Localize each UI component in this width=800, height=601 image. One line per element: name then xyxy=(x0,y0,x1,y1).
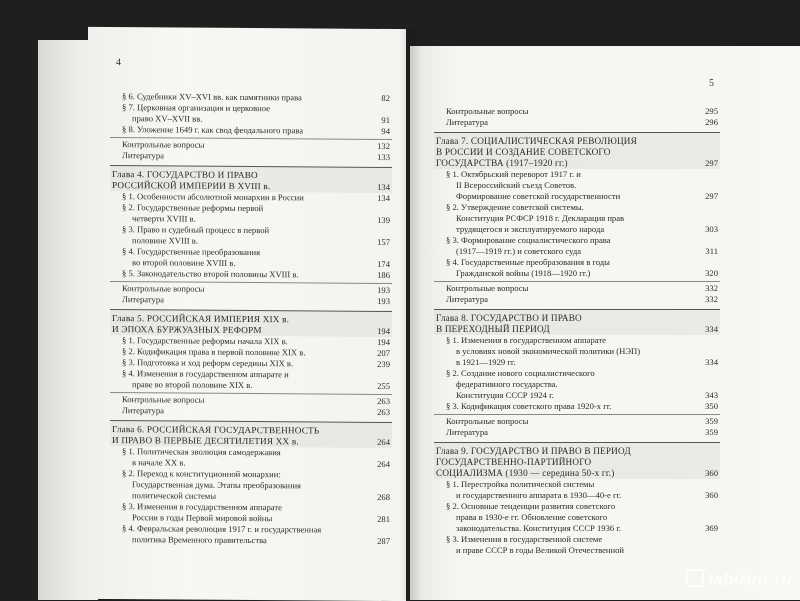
chapter-page-number: 134 xyxy=(364,182,390,193)
toc-item-title: § 6. Судебники XV–XVI вв. как памятники права xyxy=(112,91,364,104)
section-divider xyxy=(434,414,720,415)
toc-item-title: § 2. Утверждение советской системы. xyxy=(436,202,692,213)
chapter-page-number: 264 xyxy=(364,437,390,448)
toc-item xyxy=(434,427,720,438)
toc-item-page: 303 xyxy=(692,224,718,235)
watermark xyxy=(686,569,792,590)
toc-section xyxy=(434,246,720,257)
toc-item-title: Государственная дума. Этапы преобразования xyxy=(112,479,364,492)
toc-item-title: Литература xyxy=(112,405,364,418)
chapter-heading xyxy=(434,309,720,335)
toc-section xyxy=(434,357,720,368)
chapter-page-number: 194 xyxy=(364,326,390,337)
chapter-title-line: Глава 6. РОССИЙСКАЯ ГОСУДАРСТВЕННОСТЬ xyxy=(112,424,364,437)
chapter-page-number: 360 xyxy=(692,468,718,479)
toc-item-page: 174 xyxy=(364,259,390,270)
right-page-number: 5 xyxy=(709,78,714,89)
toc-item-title: § 2. Создание нового социалистического xyxy=(436,368,692,379)
toc-item-page: 263 xyxy=(364,407,390,418)
chapter-title-line: Глава 8. ГОСУДАРСТВО И ПРАВО xyxy=(436,313,692,324)
chapter-page-number: 297 xyxy=(692,158,718,169)
toc-item-page: 193 xyxy=(364,296,390,307)
toc-item xyxy=(434,294,720,305)
toc-item-title: § 2. Переход к конституционной монархии: xyxy=(112,468,364,481)
toc-item-title: § 3. Право и судебный процесс в первой xyxy=(112,224,364,237)
toc-item-page: 359 xyxy=(692,427,718,438)
chapter-title-line: Глава 7. СОЦИАЛИСТИЧЕСКАЯ РЕВОЛЮЦИЯ xyxy=(436,136,692,147)
toc-section xyxy=(434,523,720,534)
toc-section xyxy=(434,534,720,545)
toc-section xyxy=(434,390,720,401)
toc-item-title: Конституция РСФСР 1918 г. Декларация прав xyxy=(436,213,692,224)
toc-item-page: 91 xyxy=(364,115,390,126)
chapter-title-line: СОЦИАЛИЗМА (1930 — середина 50-х гг.) xyxy=(436,468,692,479)
chapter-title-line: ГОСУДАРСТВЕННО-ПАРТИЙНОГО xyxy=(436,457,692,468)
toc-item-title: § 4. Государственные преобразования в годы xyxy=(436,257,692,268)
toc-item-title: половине XVIII в. xyxy=(112,235,364,248)
toc-item-title: Контрольные вопросы xyxy=(112,283,364,296)
chapter-page-number: 334 xyxy=(692,324,718,335)
toc-item-title: Литература xyxy=(112,150,364,163)
chapter-title-line: ГОСУДАРСТВА (1917–1920 гг.) xyxy=(436,158,692,169)
toc-item-title: в условиях новой экономической политики (НЭП) xyxy=(436,346,692,357)
toc-item-page: 332 xyxy=(692,283,718,294)
chapter-heading xyxy=(110,309,392,337)
toc-item-title: и государственного аппарата в 1930—40-е гг. xyxy=(436,490,692,501)
toc-section xyxy=(434,169,720,180)
toc-section xyxy=(434,191,720,202)
toc-item-title: § 1. Особенности абсолютной монархии в России xyxy=(112,191,364,204)
toc-item-page: 343 xyxy=(692,390,718,401)
toc-item-title: России в годы Первой мировой войны xyxy=(112,512,364,525)
toc-item-page: 320 xyxy=(692,268,718,279)
toc-item-title: § 4. Изменения в государственном аппарате и xyxy=(112,368,364,381)
toc-item-title: Конституция СССР 1924 г. xyxy=(436,390,692,401)
left-page xyxy=(88,27,406,601)
toc-item-page: 360 xyxy=(692,490,718,501)
toc-section xyxy=(434,346,720,357)
toc-item-title: Литература xyxy=(436,427,692,438)
toc-section xyxy=(434,490,720,501)
toc-item-title: Литература xyxy=(112,294,364,307)
toc-item-title: политической системы xyxy=(112,490,364,503)
toc-item-title: Формирование советской государственности xyxy=(436,191,692,202)
toc-item-title: II Всероссийский съезд Советов. xyxy=(436,180,692,191)
toc-item-page: 186 xyxy=(364,270,390,281)
toc-item-page: 193 xyxy=(364,285,390,296)
toc-section xyxy=(434,180,720,191)
toc-item-page: 263 xyxy=(364,396,390,407)
toc-section xyxy=(434,501,720,512)
toc-section xyxy=(434,401,720,412)
chapter-title-line: Глава 5. РОССИЙСКАЯ ИМПЕРИЯ XIX в. xyxy=(112,313,364,326)
toc-section xyxy=(434,224,720,235)
toc-item-page: 132 xyxy=(364,141,390,152)
toc-item-title: § 1. Государственные реформы начала XIX в. xyxy=(112,335,364,348)
toc-item-page: 295 xyxy=(692,106,718,117)
toc-item-title: § 3. Подготовка и ход реформ середины XIX в. xyxy=(112,357,364,370)
toc-item-page: 207 xyxy=(364,348,390,359)
chapter-title-line: Глава 4. ГОСУДАРСТВО И ПРАВО xyxy=(112,169,364,182)
toc-item-page: 94 xyxy=(364,126,390,137)
book-gutter xyxy=(400,30,422,600)
toc-item-title: политика Временного правительства xyxy=(112,534,364,547)
toc-item-title: права в 1930-е гг. Обновление советского xyxy=(436,512,692,523)
toc-item-title: трудящегося и эксплуатируемого народа xyxy=(436,224,692,235)
chapter-title-line: Глава 9. ГОСУДАРСТВО И ПРАВО В ПЕРИОД xyxy=(436,446,692,457)
toc-item-title: § 3. Изменения в государственном аппарате xyxy=(112,501,364,514)
toc-section xyxy=(110,379,392,392)
watermark-text: labirint.ru xyxy=(708,570,792,589)
toc-item-page: 296 xyxy=(692,117,718,128)
toc-item-title: § 3. Кодификация советского права 1920-х гг. xyxy=(436,401,692,412)
toc-item-title: федеративного государства. xyxy=(436,379,692,390)
toc-item-title: праве во второй половине XIX в. xyxy=(112,379,364,392)
toc-item xyxy=(434,416,720,427)
right-page xyxy=(410,46,800,600)
section-divider xyxy=(434,281,720,282)
chapter-title-line: В РОССИИ И СОЗДАНИЕ СОВЕТСКОГО xyxy=(436,147,692,158)
toc-section xyxy=(110,124,392,137)
toc-item-title: (1917—1919 гг.) и советского суда xyxy=(436,246,692,257)
toc-item-title: Контрольные вопросы xyxy=(436,106,692,117)
toc-item-page: 264 xyxy=(364,459,390,470)
toc-item-page: 133 xyxy=(364,152,390,163)
toc-section xyxy=(434,257,720,268)
toc-section xyxy=(434,545,720,556)
toc-item-title: и праве СССР в годы Великой Отечественной xyxy=(436,545,692,556)
toc-section xyxy=(434,335,720,346)
toc-item-title: Контрольные вопросы xyxy=(112,394,364,407)
toc-item-title: во второй половине XVIII в. xyxy=(112,257,364,270)
toc-item xyxy=(110,294,392,307)
toc-item-title: Литература xyxy=(436,294,692,305)
chapter-heading xyxy=(434,132,720,169)
toc-item-page: 134 xyxy=(364,193,390,204)
toc-item-page: 268 xyxy=(364,492,390,503)
toc-section xyxy=(434,379,720,390)
toc-item-page: 369 xyxy=(692,523,718,534)
toc-item-page: 255 xyxy=(364,381,390,392)
toc-section xyxy=(434,235,720,246)
toc-item-title: § 1. Политическая эволюция самодержавия xyxy=(112,446,364,459)
toc-section xyxy=(434,512,720,523)
left-page-number: 4 xyxy=(116,57,121,68)
toc-item-title: Контрольные вопросы xyxy=(436,283,692,294)
toc-item-title: § 1. Перестройка политической системы xyxy=(436,479,692,490)
toc-item-title: § 1. Изменения в государственном аппарате xyxy=(436,335,692,346)
toc-item-title: § 2. Кодификация права в первой половине XIX в. xyxy=(112,346,364,359)
toc-item-page: 139 xyxy=(364,215,390,226)
toc-section xyxy=(434,213,720,224)
toc-item-page: 239 xyxy=(364,359,390,370)
toc-item-page: 332 xyxy=(692,294,718,305)
toc-item-title: § 2. Основные тенденции развития советского xyxy=(436,501,692,512)
toc-item-title: в начале XX в. xyxy=(112,457,364,470)
toc-item xyxy=(434,117,720,128)
toc-item-page: 194 xyxy=(364,337,390,348)
toc-item-title: Гражданской войны (1918—1920 гг.) xyxy=(436,268,692,279)
toc-item-title: § 4. Государственные преобразования xyxy=(112,246,364,259)
toc-section xyxy=(110,534,392,547)
chapter-heading xyxy=(110,420,392,448)
toc-item-title: § 5. Законодательство второй половины XVIII в. xyxy=(112,268,364,281)
left-toc xyxy=(110,91,392,547)
toc-item-title: законодательства. Конституция СССР 1936 г. xyxy=(436,523,692,534)
toc-item-title: Контрольные вопросы xyxy=(436,416,692,427)
toc-item-page: 359 xyxy=(692,416,718,427)
toc-item-title: § 1. Октябрьский переворот 1917 г. и xyxy=(436,169,692,180)
toc-item-title: право XV–XVII вв. xyxy=(112,113,364,126)
toc-item-page: 297 xyxy=(692,191,718,202)
toc-item-title: Литература xyxy=(436,117,692,128)
toc-item xyxy=(434,283,720,294)
toc-item-page: 281 xyxy=(364,514,390,525)
chapter-title-line: В ПЕРЕХОДНЫЙ ПЕРИОД xyxy=(436,324,692,335)
toc-item-title: § 7. Церковная организация и церковное xyxy=(112,102,364,115)
toc-item-title: четверти XVIII в. xyxy=(112,213,364,226)
toc-section xyxy=(434,479,720,490)
toc-item-title: § 2. Государственные реформы первой xyxy=(112,202,364,215)
toc-item xyxy=(110,405,392,418)
toc-item-title: § 4. Февральская революция 1917 г. и государственная xyxy=(112,523,364,536)
toc-item-page: 157 xyxy=(364,237,390,248)
toc-item-title: Контрольные вопросы xyxy=(112,139,364,152)
toc-item-title: § 3. Формирование социалистического права xyxy=(436,235,692,246)
toc-section xyxy=(434,268,720,279)
toc-item-title: § 3. Изменения в государственной системе xyxy=(436,534,692,545)
toc-item-title: § 8. Уложение 1649 г. как свод феодального права xyxy=(112,124,364,137)
right-toc xyxy=(434,106,720,556)
chapter-heading xyxy=(434,442,720,479)
toc-item-title: в 1921—1929 гг. xyxy=(436,357,692,368)
toc-section xyxy=(434,368,720,379)
toc-item-page: 82 xyxy=(364,93,390,104)
toc-item-page: 311 xyxy=(692,246,718,257)
toc-item-page: 334 xyxy=(692,357,718,368)
toc-section xyxy=(434,202,720,213)
chapter-title-line: И ЭПОХА БУРЖУАЗНЫХ РЕФОРМ xyxy=(112,324,364,337)
toc-section xyxy=(110,268,392,281)
toc-item xyxy=(110,150,392,163)
chapter-heading xyxy=(110,165,392,193)
toc-item xyxy=(434,106,720,117)
toc-item-page: 350 xyxy=(692,401,718,412)
labirint-logo-icon xyxy=(686,569,704,587)
chapter-title-line: И ПРАВО В ПЕРВЫЕ ДЕСЯТИЛЕТИЯ XX в. xyxy=(112,435,364,448)
toc-item-page: 287 xyxy=(364,536,390,547)
chapter-title-line: РОССИЙСКОЙ ИМПЕРИИ В XVIII в. xyxy=(112,180,364,193)
